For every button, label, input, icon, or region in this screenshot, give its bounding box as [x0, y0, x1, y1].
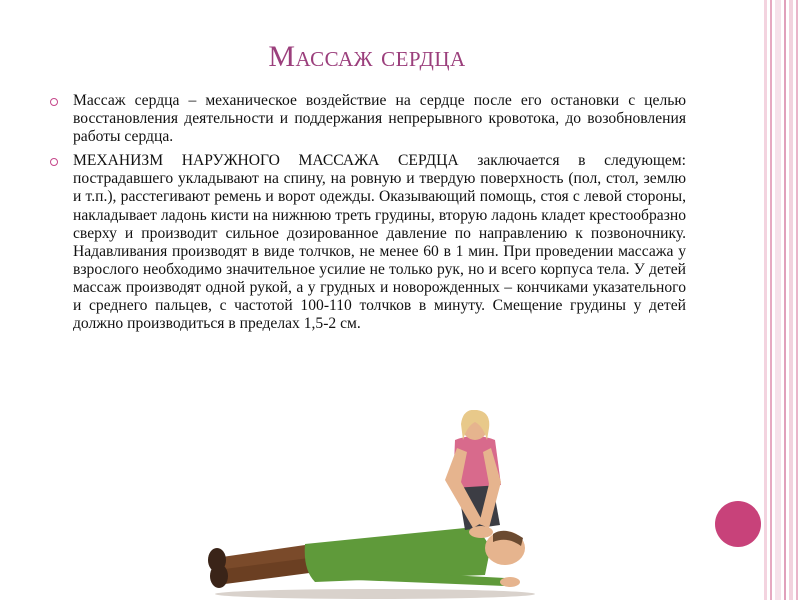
bullet-list	[50, 92, 686, 339]
stripe	[796, 0, 798, 600]
stripe	[770, 0, 772, 600]
slide-title: Массаж сердца	[268, 40, 466, 73]
bullet-text: МЕХАНИЗМ НАРУЖНОГО МАССАЖА СЕРДЦА заключается в следующем: пострадавшего укладывают на спину, на ровную и твердую поверхность (пол, стол, землю и т.п.), расстегивают ремень и ворот одежды. Оказывающий помощь, стоя с левой стороны, накладывает ладонь кисти на нижнюю треть грудины, вторую ладонь кладет крестообразно сверху и производит сильное дозированное давление по направлению к позвоночнику. Надавливания производят в виде толчков, не менее 60 в 1 мин. При проведении массажа у взрослого необходимо значительное усилие не только рук, но и всего корпуса тела. У детей массаж производят одной рукой, а у грудных и новорожденных – кончиками указательного и среднего пальцев, с частотой 100-110 толчков в минуту. Смещение грудины у детей должно производиться в пределах 1,5-2 см.	[73, 152, 686, 333]
stripe	[764, 0, 767, 600]
floor-shadow	[215, 589, 535, 599]
bullet-item-definition	[50, 92, 686, 146]
patient-hand	[500, 577, 520, 587]
cpr-drawing	[205, 410, 545, 600]
bullet-text: Массаж сердца – механическое воздействие на сердце после его остановки с целью восстановления деятельности и поддержания непрерывного кровотока, до возобновления работы сердца.	[73, 92, 686, 146]
bullet-item-mechanism	[50, 152, 686, 333]
decorative-side-stripes	[764, 0, 800, 600]
rescuer-hands	[469, 526, 493, 538]
patient-shoe	[210, 564, 228, 588]
bullet-circle-icon	[50, 158, 58, 166]
stripe	[784, 0, 786, 600]
bullet-circle-icon	[50, 98, 58, 106]
cpr-illustration	[205, 410, 545, 600]
decorative-circle	[715, 501, 761, 547]
stripe	[775, 0, 781, 600]
stripe	[789, 0, 793, 600]
